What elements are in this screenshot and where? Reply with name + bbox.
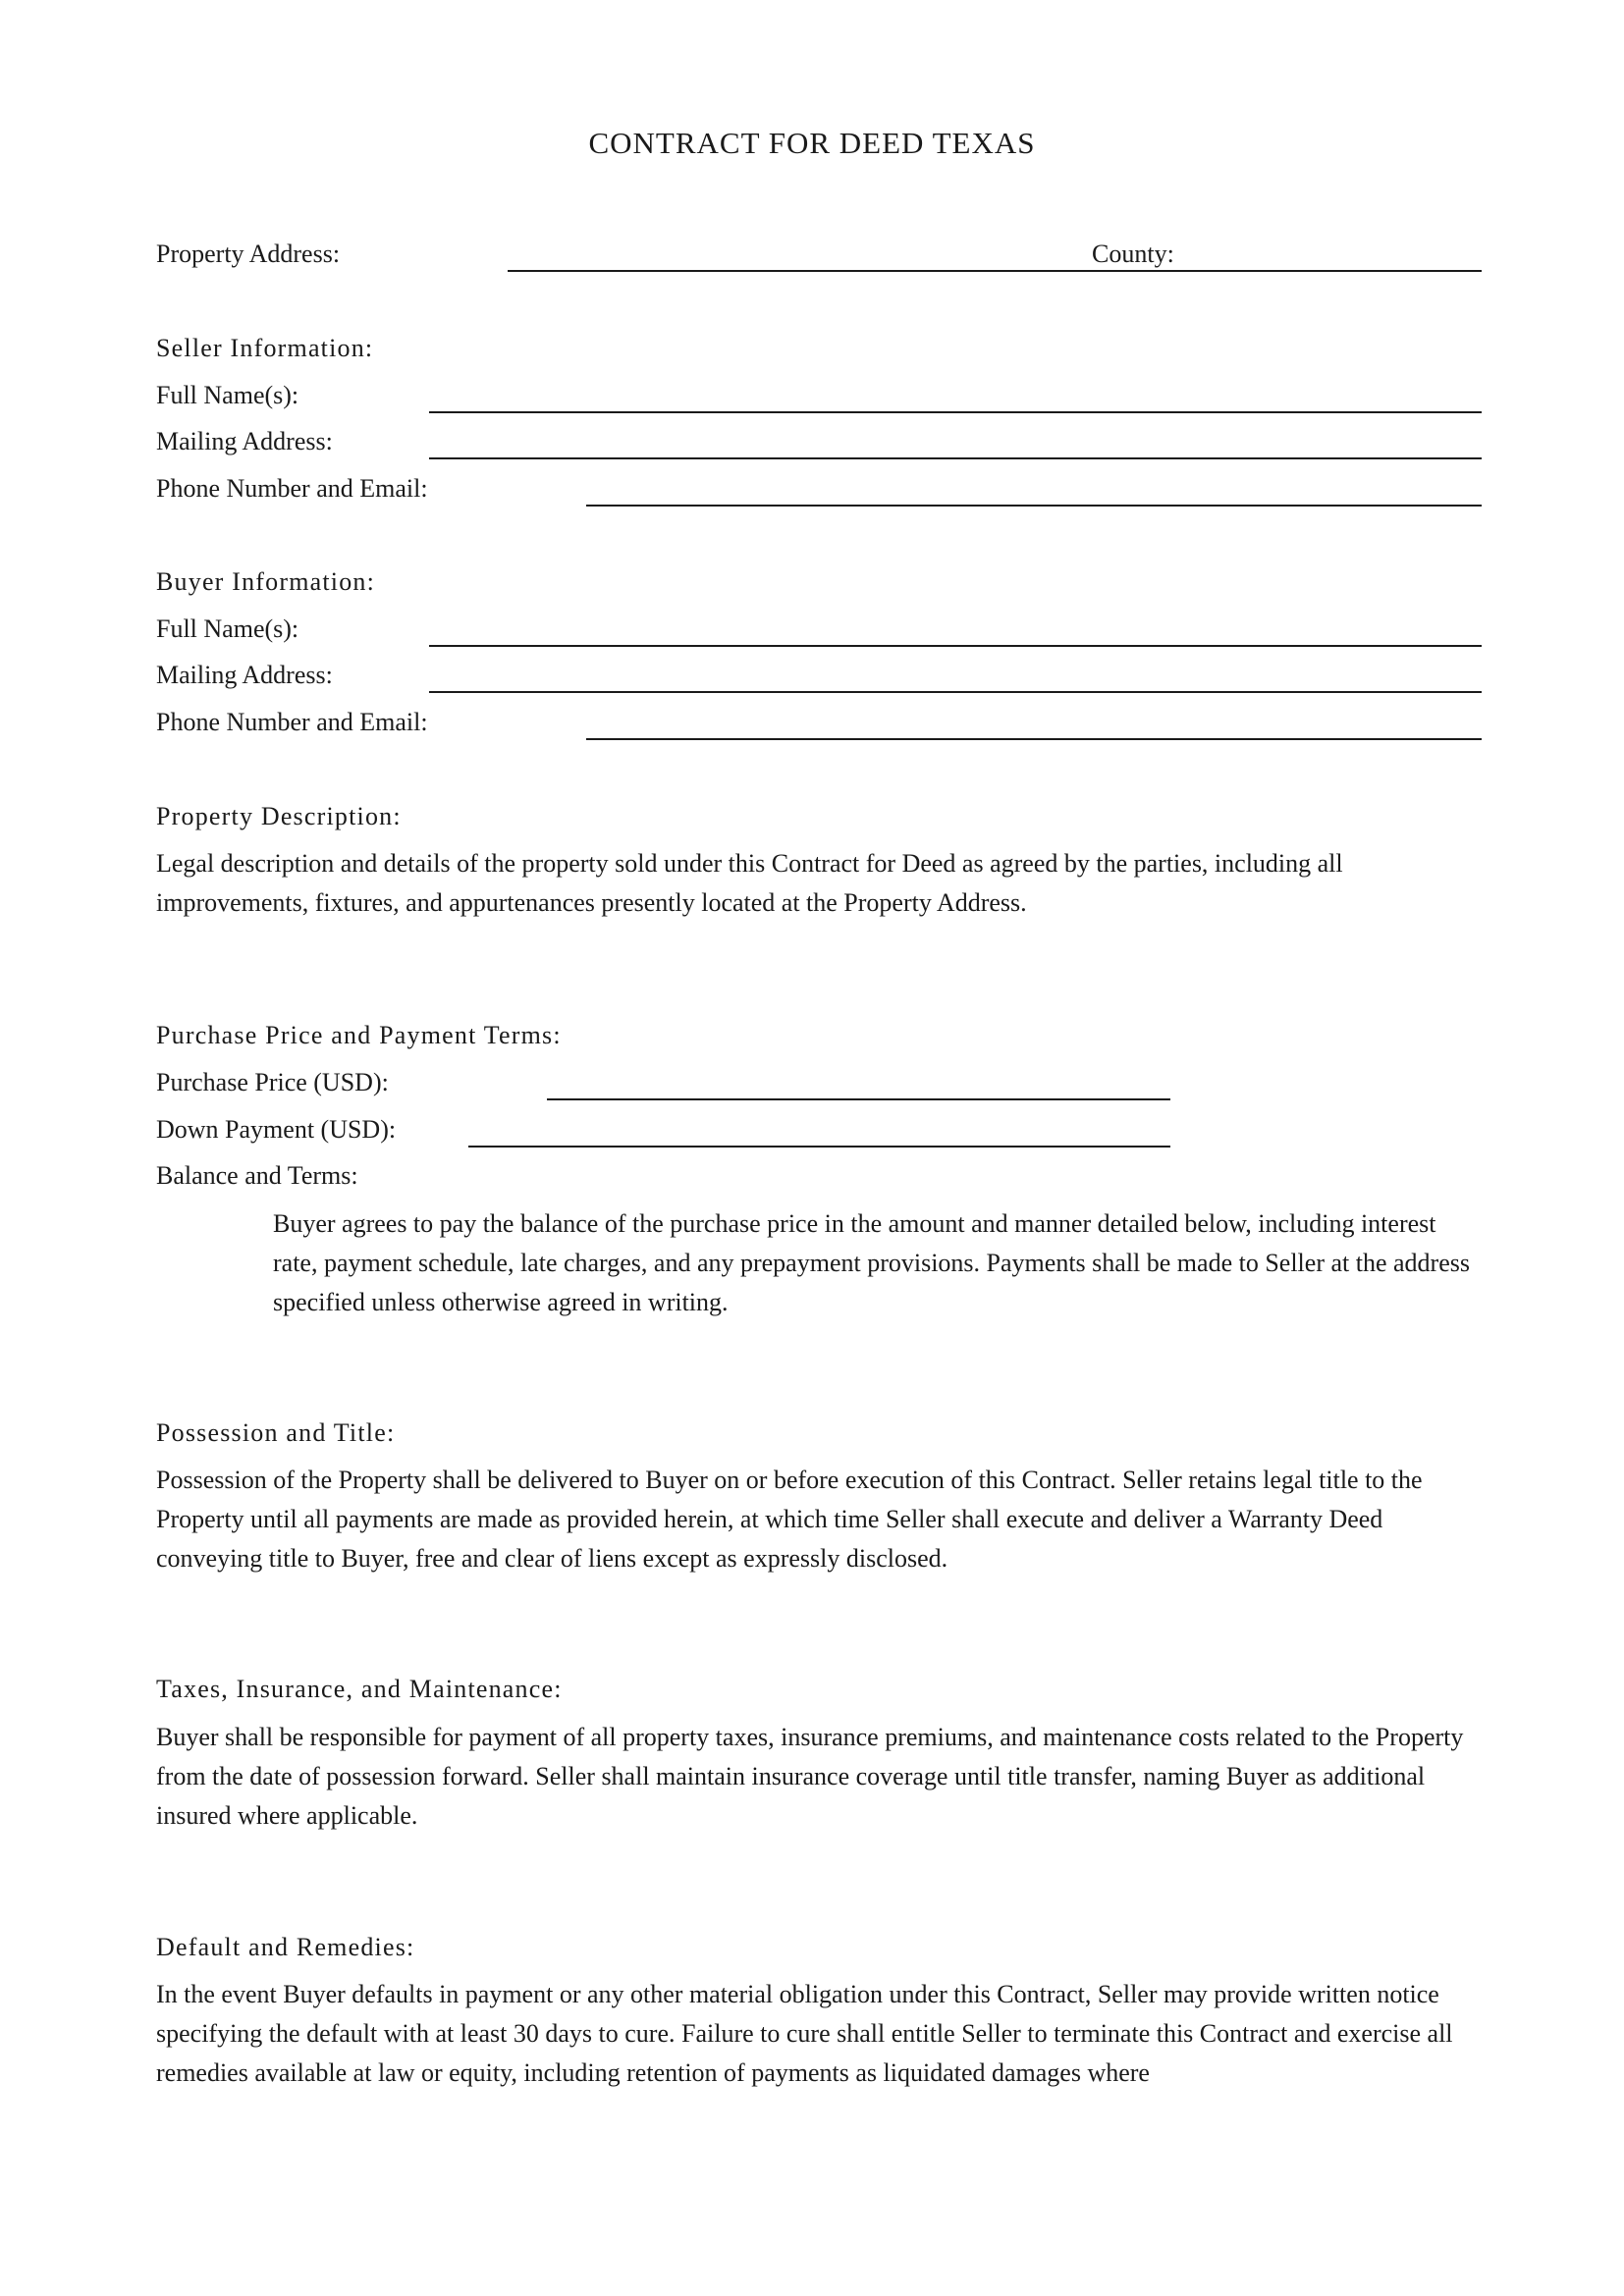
- purchase-terms-heading: Purchase Price and Payment Terms:: [156, 1021, 562, 1049]
- purchase-price-label: Purchase Price (USD):: [156, 1068, 389, 1096]
- taxes-text: Buyer shall be responsible for payment of all property taxes, insurance premiums, and maintenance costs related to the Property from the date of possession forward. Seller shall maintain insurance coverage until title transfer, naming Buyer as additional insured where applicable.: [156, 1723, 1464, 1830]
- default-heading: Default and Remedies:: [156, 1933, 415, 1961]
- seller-name-label: Full Name(s):: [156, 381, 299, 409]
- purchase-price-field[interactable]: [547, 1098, 1170, 1100]
- property-address-field[interactable]: [508, 270, 1087, 272]
- seller-mailing-field[interactable]: [429, 457, 1482, 459]
- seller-name-field[interactable]: [429, 411, 1482, 413]
- down-payment-label: Down Payment (USD):: [156, 1115, 397, 1144]
- county-label: County:: [1092, 240, 1174, 268]
- county-field[interactable]: [1087, 270, 1482, 272]
- taxes-heading: Taxes, Insurance, and Maintenance:: [156, 1675, 563, 1703]
- seller-heading: Seller Information:: [156, 334, 374, 362]
- seller-contact-label: Phone Number and Email:: [156, 474, 428, 503]
- buyer-mailing-label: Mailing Address:: [156, 661, 333, 689]
- down-payment-field[interactable]: [468, 1146, 1170, 1148]
- possession-heading: Possession and Title:: [156, 1418, 396, 1447]
- buyer-heading: Buyer Information:: [156, 567, 376, 596]
- buyer-name-field[interactable]: [429, 645, 1482, 647]
- balance-terms-label: Balance and Terms:: [156, 1161, 358, 1190]
- seller-contact-field[interactable]: [586, 505, 1482, 507]
- balance-terms-text: Buyer agrees to pay the balance of the purchase price in the amount and manner detailed below, including interest rate, payment schedule, late charges, and any prepayment provisions. Payments shall be made to Seller at the address specified unless otherwise agreed in writing.: [273, 1209, 1470, 1316]
- property-description-heading: Property Description:: [156, 802, 402, 830]
- buyer-contact-label: Phone Number and Email:: [156, 708, 428, 736]
- default-text: In the event Buyer defaults in payment or any other material obligation under this Contract, Seller may provide written notice specifying the default with at least 30 days to cure. Failure to cure shall entitle Seller to terminate this Contract and exercise all remedies available at law or equity, including retention of payments as liquidated damages where: [156, 1980, 1453, 2087]
- property-address-label: Property Address:: [156, 240, 341, 268]
- possession-text: Possession of the Property shall be delivered to Buyer on or before execution of this Contract. Seller retains legal title to the Property until all payments are made as provided herein, at which time Seller shall execute and deliver a Warranty Deed conveying title to Buyer, free and clear of liens except as expressly disclosed.: [156, 1466, 1423, 1573]
- property-description-text: Legal description and details of the property sold under this Contract for Deed as agreed by the parties, including all improvements, fixtures, and appurtenances presently located at the Property Address.: [156, 849, 1343, 917]
- document-title: CONTRACT FOR DEED TEXAS: [588, 126, 1036, 160]
- buyer-mailing-field[interactable]: [429, 691, 1482, 693]
- buyer-contact-field[interactable]: [586, 738, 1482, 740]
- buyer-name-label: Full Name(s):: [156, 614, 299, 643]
- seller-mailing-label: Mailing Address:: [156, 427, 333, 455]
